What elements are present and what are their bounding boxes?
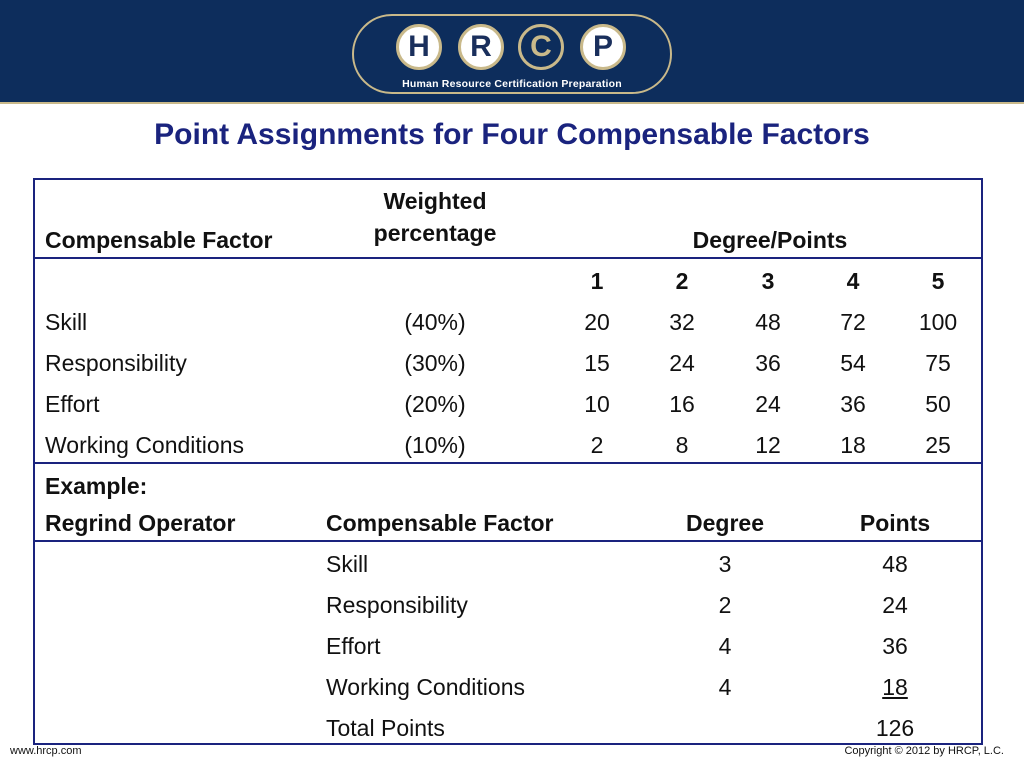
- footer-copyright: Copyright © 2012 by HRCP, L.C.: [844, 745, 1004, 757]
- degree-5: 5: [931, 268, 945, 294]
- factor-row-points: 12: [755, 432, 781, 458]
- factor-row-weight: (40%): [404, 309, 466, 335]
- header-band: [0, 0, 1024, 104]
- factor-row-points: 54: [840, 350, 866, 376]
- example-row-degree: 4: [718, 633, 732, 659]
- example-row-factor: Effort: [326, 633, 381, 659]
- example-row-factor: Responsibility: [326, 592, 468, 618]
- example-row-points-underlined: [815, 674, 975, 701]
- factor-row-points: 72: [840, 309, 866, 335]
- example-row-points: 36: [882, 633, 908, 659]
- factor-row-points: 20: [584, 309, 610, 335]
- factor-row-points: 18: [840, 432, 866, 458]
- factor-row-points: 24: [669, 350, 695, 376]
- factor-row-points: 16: [669, 391, 695, 417]
- factor-row-label: Skill: [45, 309, 88, 335]
- example-label: Example:: [45, 473, 148, 499]
- factor-row-weight: (10%): [404, 432, 466, 458]
- factor-row-points: 25: [925, 432, 951, 458]
- example-job-title: Regrind Operator: [45, 510, 236, 536]
- factor-row-points: 15: [584, 350, 610, 376]
- logo-letter-c: C: [518, 24, 564, 70]
- footer-url[interactable]: www.hrcp.com: [10, 745, 82, 757]
- factor-row-label: Effort: [45, 391, 100, 417]
- logo-letter-p: P: [580, 24, 626, 70]
- factor-row-points: 36: [755, 350, 781, 376]
- factor-row-points: 2: [590, 432, 604, 458]
- factor-row-points: 48: [755, 309, 781, 335]
- example-header-factor: Compensable Factor: [326, 510, 554, 536]
- factor-row-points: 50: [925, 391, 951, 417]
- factor-row-points: 36: [840, 391, 866, 417]
- example-row-degree: 2: [718, 592, 732, 618]
- degree-4: 4: [846, 268, 860, 294]
- section-divider: [35, 462, 981, 464]
- example-header-degree: Degree: [686, 510, 764, 536]
- factor-row-points: 24: [755, 391, 781, 417]
- example-row-points: 48: [882, 551, 908, 577]
- degree-1: 1: [590, 268, 604, 294]
- factor-row-points: 8: [675, 432, 689, 458]
- example-header-divider: [35, 540, 981, 542]
- logo-subtitle: Human Resource Certification Preparation: [402, 78, 622, 90]
- example-header-points: Points: [859, 510, 931, 536]
- example-row-factor: Working Conditions: [326, 674, 526, 700]
- logo-letter-r: R: [458, 24, 504, 70]
- total-points-label: Total Points: [326, 715, 445, 741]
- example-row-factor: Skill: [326, 551, 369, 577]
- hrcp-logo: [352, 14, 672, 94]
- header-compensable-factor: Compensable Factor: [45, 227, 273, 253]
- factor-row-label: Working Conditions: [45, 432, 245, 458]
- factor-row-points: 32: [669, 309, 695, 335]
- example-row-degree: 3: [718, 551, 732, 577]
- factor-row-points: 75: [925, 350, 951, 376]
- factor-row-weight: (30%): [404, 350, 466, 376]
- degree-3: 3: [761, 268, 775, 294]
- logo-letter-h: H: [396, 24, 442, 70]
- factor-row-label: Responsibility: [45, 350, 187, 376]
- header-weighted: Weighted: [383, 188, 487, 214]
- point-assignment-table: [33, 178, 983, 745]
- factor-row-points: 10: [584, 391, 610, 417]
- factor-row-weight: (20%): [404, 391, 466, 417]
- page-title: Point Assignments for Four Compensable Factors: [154, 118, 870, 151]
- header-divider: [35, 257, 981, 259]
- header-degree-points: Degree/Points: [692, 227, 848, 253]
- degree-2: 2: [675, 268, 689, 294]
- factor-row-points: 100: [918, 309, 958, 335]
- total-points-value: 126: [875, 715, 915, 741]
- example-row-degree: 4: [718, 674, 732, 700]
- example-row-points: 24: [882, 592, 908, 618]
- underlined-points: 18: [882, 674, 908, 700]
- header-percentage: percentage: [373, 220, 497, 246]
